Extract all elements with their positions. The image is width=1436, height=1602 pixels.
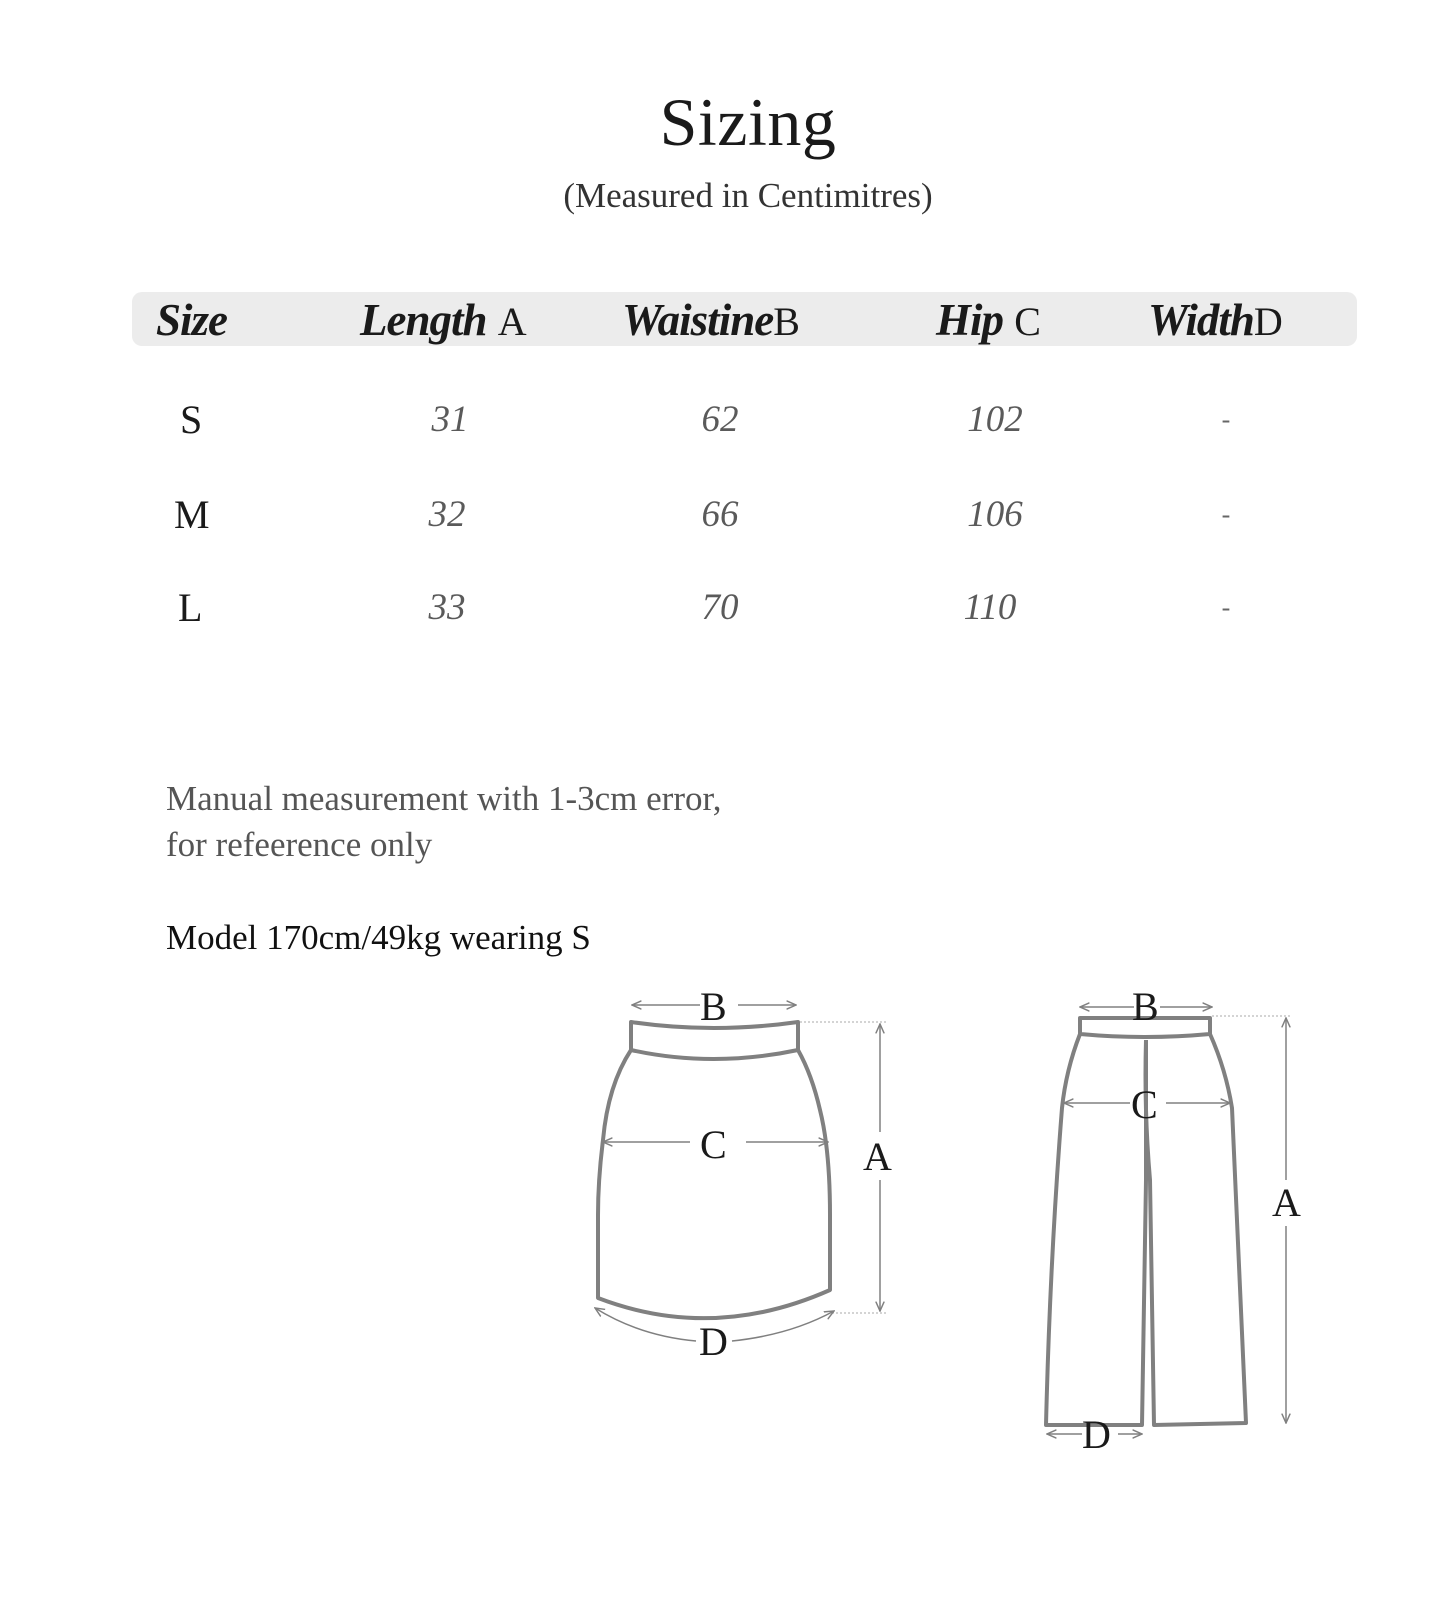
row-width: - (1221, 500, 1231, 529)
pants-label-b: B (1132, 984, 1159, 1029)
row-hip: 110 (963, 587, 1017, 628)
model-info: Model 170cm/49kg wearing S (166, 918, 591, 957)
row-size: S (180, 397, 203, 442)
row-width: - (1221, 593, 1231, 622)
row-size: M (174, 492, 210, 537)
pants-label-c: C (1131, 1082, 1158, 1127)
row-waist: 70 (701, 587, 739, 628)
column-header-length-label: Length (360, 295, 487, 345)
column-header-hip-label: Hip (936, 295, 1004, 345)
skirt-diagram (595, 984, 892, 1364)
row-length: 33 (428, 587, 466, 628)
skirt-label-b: B (700, 984, 727, 1029)
column-header-waist-letter: B (773, 299, 800, 344)
page-title: Sizing (659, 84, 837, 160)
skirt-label-a: A (863, 1134, 892, 1179)
pants-diagram (1046, 984, 1301, 1457)
page-subtitle: (Measured in Centimitres) (563, 176, 933, 215)
row-hip: 102 (967, 399, 1023, 440)
row-size: L (178, 585, 203, 630)
row-length: 31 (431, 399, 469, 440)
column-header-waist-label: Waistine (622, 295, 774, 345)
row-width: - (1221, 405, 1231, 434)
skirt-label-d: D (699, 1319, 728, 1364)
column-header-width-label: Width (1148, 295, 1254, 345)
skirt-label-c: C (700, 1122, 727, 1167)
row-waist: 66 (701, 494, 739, 535)
pants-label-a: A (1272, 1180, 1301, 1225)
row-hip: 106 (967, 494, 1023, 535)
pants-label-d: D (1082, 1412, 1111, 1457)
measurement-note-line2: for refeerence only (166, 825, 433, 864)
column-header-length-letter: A (497, 299, 527, 344)
column-header-hip-letter: C (1014, 299, 1041, 344)
row-length: 32 (428, 494, 466, 535)
skirt-body (598, 1050, 830, 1318)
row-waist: 62 (701, 399, 739, 440)
measurement-note-line1: Manual measurement with 1-3cm error, (166, 779, 722, 818)
column-header-size-label: Size (156, 295, 228, 345)
column-header-width-letter: D (1253, 299, 1283, 344)
